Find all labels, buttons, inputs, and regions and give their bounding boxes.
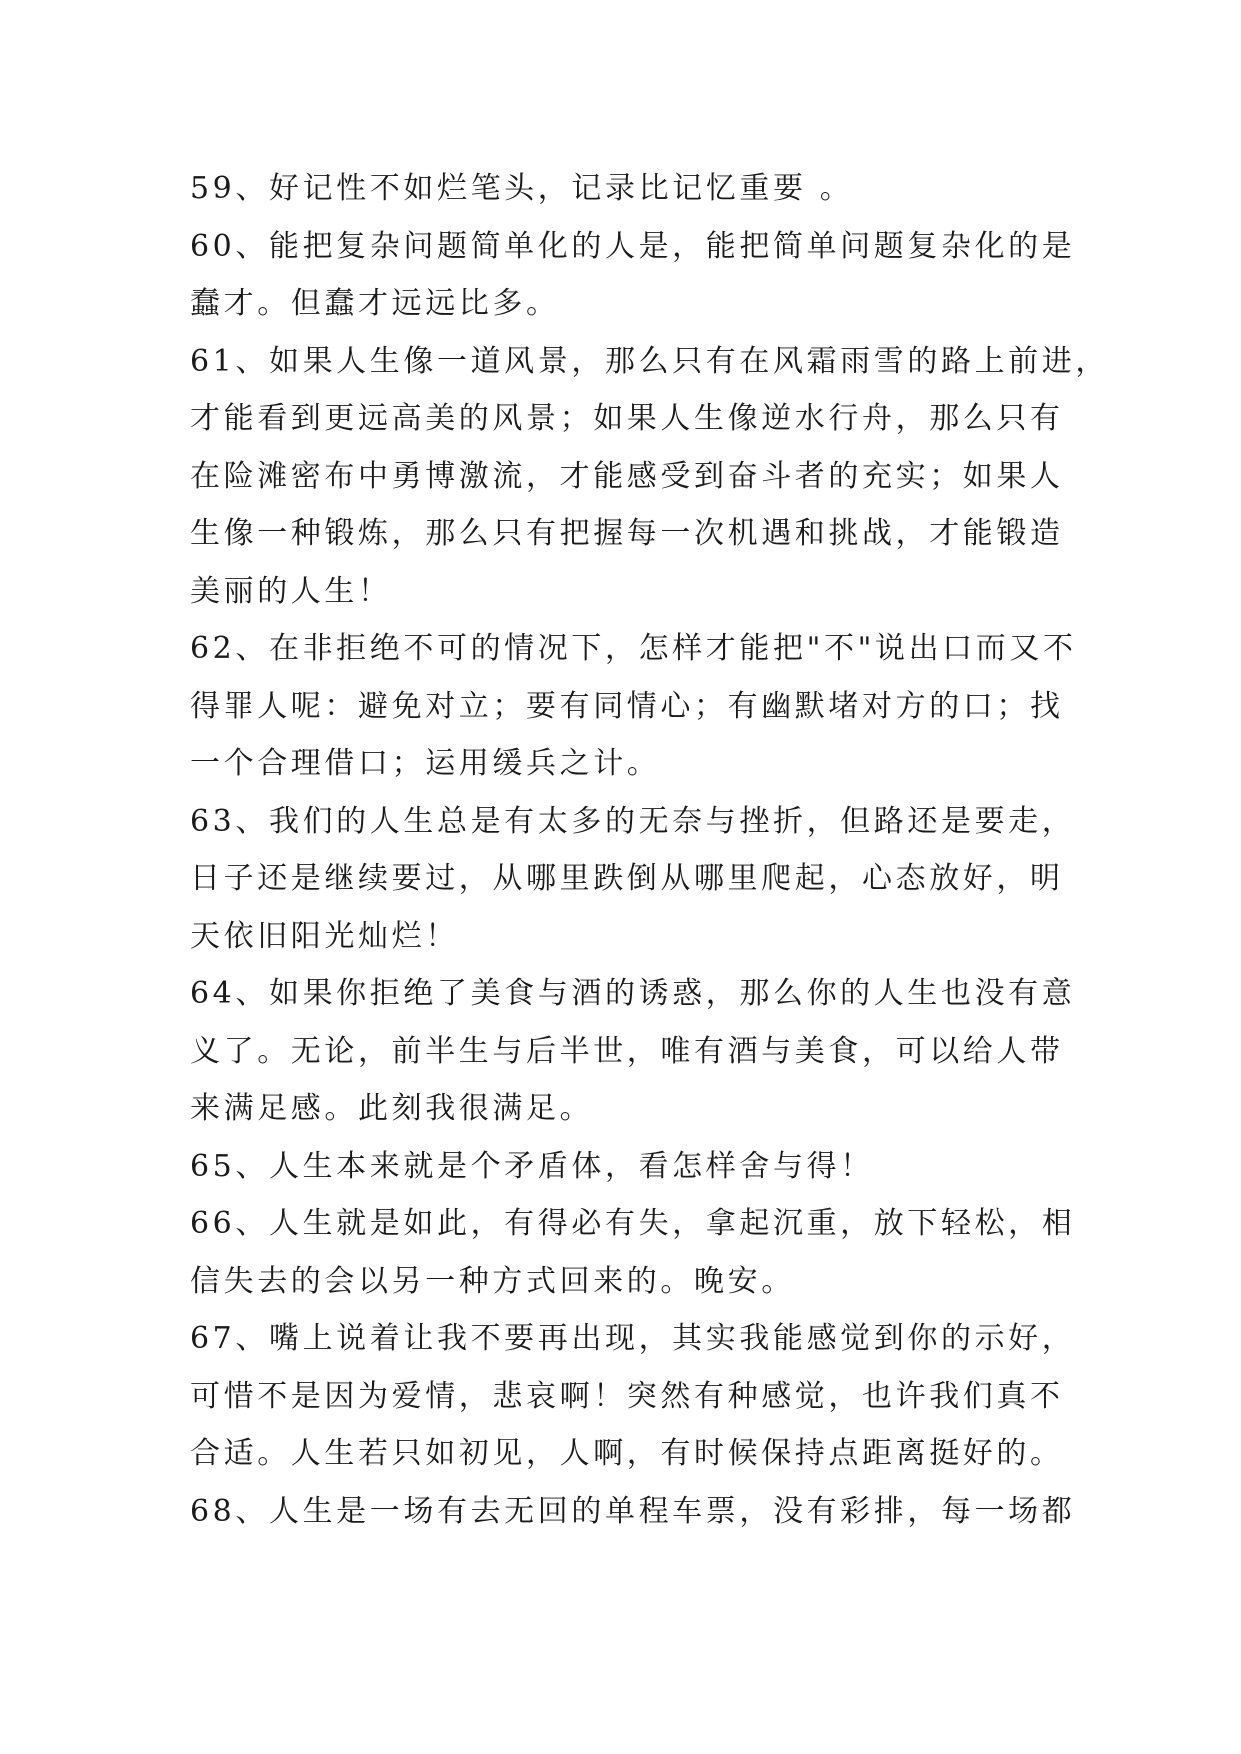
text-line: 得罪人呢：避免对立；要有同情心；有幽默堵对方的口；找 (190, 688, 1064, 724)
text-line: 66、人生就是如此，有得必有失，拿起沉重，放下轻松，相 (190, 1206, 1076, 1241)
text-line: 天依旧阳光灿烂！ (190, 918, 459, 954)
text-line: 61、如果人生像一道风景，那么只有在风霜雨雪的路上前进， (190, 343, 1109, 379)
text-line: 信失去的会以另一种方式回来的。晚安。 (190, 1263, 795, 1299)
text-line: 67、嘴上说着让我不要再出现，其实我能感觉到你的示好， (190, 1321, 1076, 1356)
text-line: 义了。无论，前半生与后半世，唯有酒与美食，可以给人带 (190, 1033, 1064, 1069)
text-line: 在险滩密布中勇博激流，才能感受到奋斗者的充实；如果人 (190, 458, 1064, 494)
text-line: 可惜不是因为爱情，悲哀啊！突然有种感觉，也许我们真不 (190, 1378, 1064, 1414)
text-line: 59、好记性不如烂笔头，记录比记忆重要 。 (190, 171, 854, 206)
text-line: 合适。人生若只如初见，人啊，有时候保持点距离挺好的。 (190, 1436, 1064, 1471)
text-line: 美丽的人生！ (190, 573, 392, 609)
text-line: 来满足感。此刻我很满足。 (190, 1091, 594, 1126)
text-line: 65、人生本来就是个矛盾体，看怎样舍与得！ (190, 1148, 874, 1184)
text-line: 63、我们的人生总是有太多的无奈与挫折，但路还是要走， (190, 803, 1076, 839)
text-line: 62、在非拒绝不可的情况下，怎样才能把"不"说出口而又不 (190, 631, 1077, 666)
text-line: 64、如果你拒绝了美食与酒的诱惑，那么你的人生也没有意 (190, 976, 1076, 1011)
text-line: 68、人生是一场有去无回的单程车票，没有彩排，每一场都 (190, 1493, 1076, 1529)
document-body (190, 160, 1109, 1540)
text-line: 才能看到更远高美的风景；如果人生像逆水行舟，那么只有 (190, 401, 1064, 436)
text-line: 日子还是继续要过，从哪里跌倒从哪里爬起，心态放好，明 (190, 861, 1064, 896)
text-line: 一个合理借口；运用缓兵之计。 (190, 746, 661, 781)
text-line: 生像一种锻炼，那么只有把握每一次机遇和挑战，才能锻造 (190, 516, 1064, 551)
text-line: 60、能把复杂问题简单化的人是，能把简单问题复杂化的是 (190, 228, 1076, 264)
text-line: 蠢才。但蠢才远远比多。 (190, 286, 560, 321)
